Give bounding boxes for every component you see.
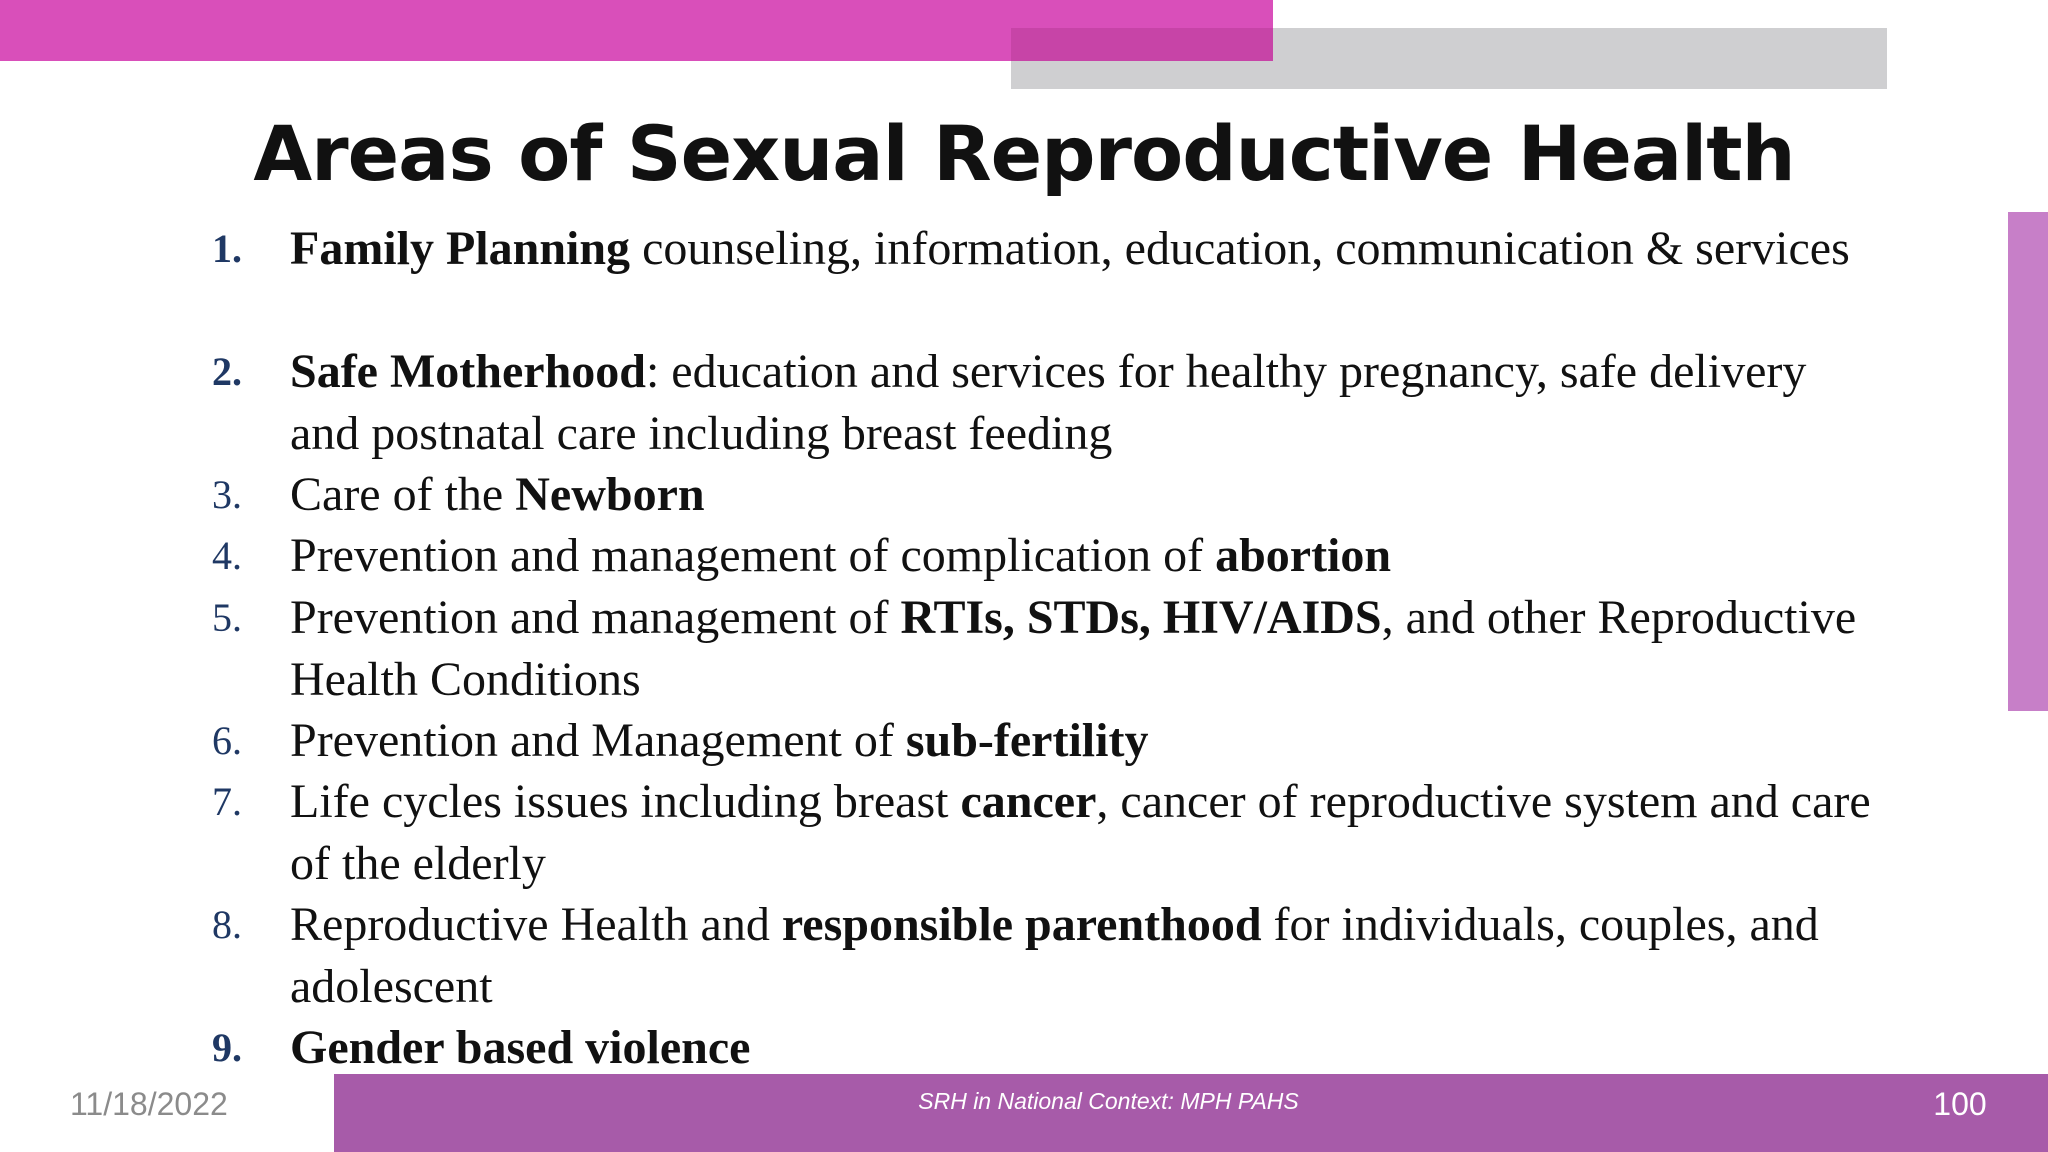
- footer-date: 11/18/2022: [70, 1086, 228, 1122]
- list-number: 5.: [212, 595, 242, 640]
- footer-caption: SRH in National Context: MPH PAHS: [918, 1088, 1299, 1114]
- list-number: 2.: [212, 349, 242, 394]
- bold-term: Family Planning: [290, 222, 631, 275]
- list-number: 6.: [212, 718, 242, 763]
- right-accent-bar: [2008, 212, 2048, 711]
- list-number: 9.: [212, 1025, 242, 1070]
- bold-term: responsible parenthood: [781, 898, 1262, 951]
- list-text: Prevention and Management of sub-fertility: [290, 714, 1149, 767]
- bold-term: sub-fertility: [905, 714, 1149, 767]
- list-number: 1.: [212, 226, 242, 271]
- bold-term: cancer: [960, 775, 1097, 828]
- top-bar-overlap: [1011, 28, 1273, 61]
- list-text: Life cycles issues including breast cancer, cancer of reproductive system and care of the elderly: [290, 775, 1871, 890]
- bold-term: Newborn: [515, 468, 705, 521]
- list-number: 7.: [212, 779, 242, 824]
- list-text: Prevention and management of complication of abortion: [290, 529, 1392, 582]
- bold-term: Safe Motherhood: [290, 345, 646, 398]
- bold-term: Gender based violence: [290, 1021, 751, 1074]
- list-text: [290, 1017, 1880, 1079]
- list-number: 4.: [212, 533, 242, 578]
- list-text: Reproductive Health and responsible parenthood for individuals, couples, and adolescent: [290, 898, 1819, 1013]
- list-text: Family Planning counseling, information, education, communication & services: [290, 222, 1850, 275]
- list-number: 8.: [212, 902, 242, 947]
- list-text: Safe Motherhood: education and services for healthy pregnancy, safe delivery and postnatal care including breast feeding: [290, 345, 1807, 460]
- bold-term: RTIs, STDs, HIV/AIDS: [900, 591, 1382, 644]
- bold-term: abortion: [1215, 529, 1392, 582]
- list-text: Care of the Newborn: [290, 468, 705, 521]
- list-text: Prevention and management of RTIs, STDs, HIV/AIDS, and other Reproductive Health Conditions: [290, 591, 1857, 706]
- list-number: 3.: [212, 472, 242, 517]
- slide-title: Areas of Sexual Reproductive Health: [253, 109, 1795, 198]
- page-number: 100: [1933, 1086, 1987, 1122]
